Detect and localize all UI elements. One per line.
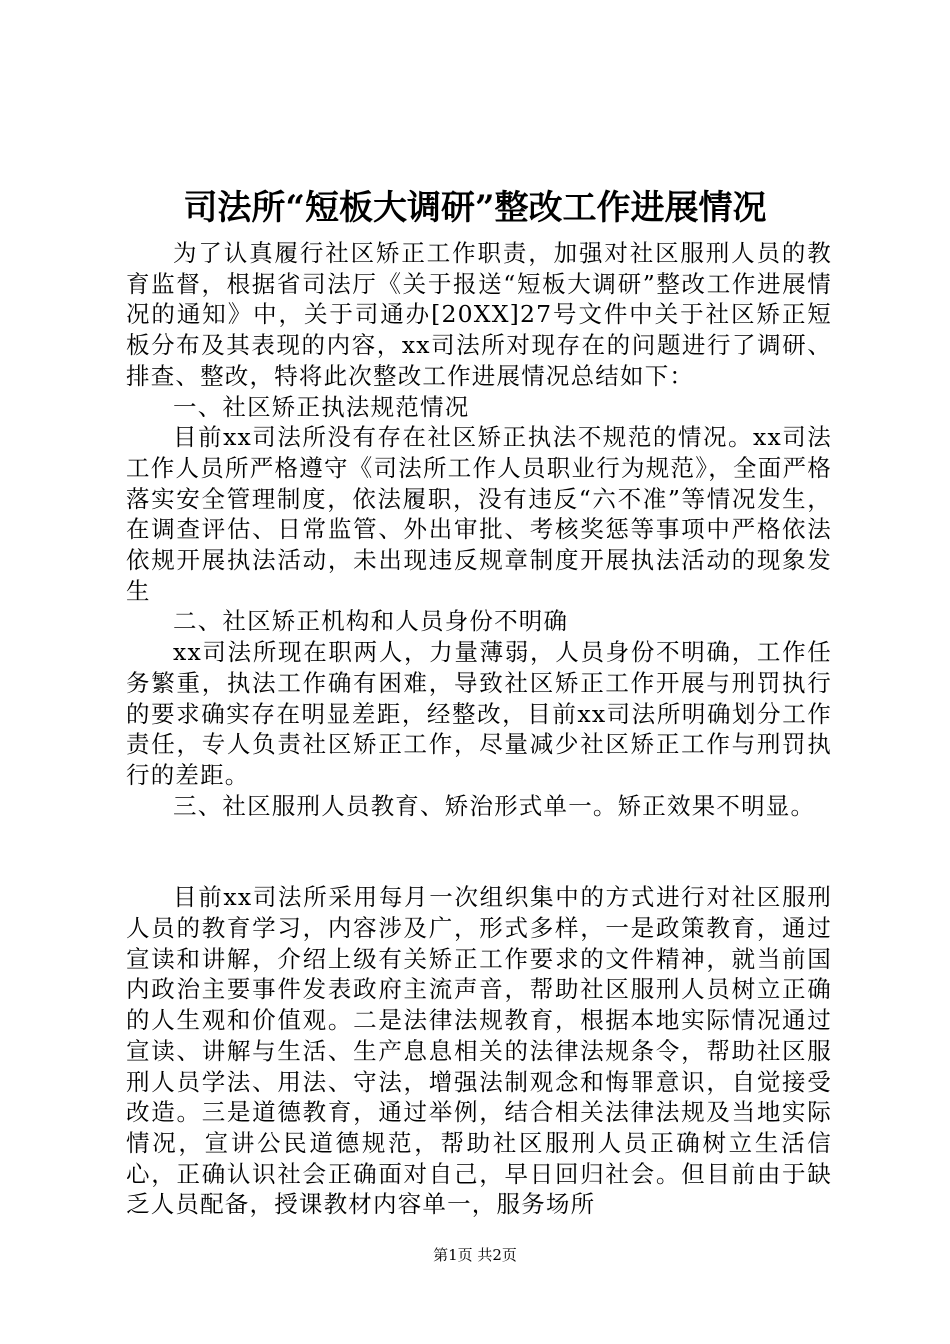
- paragraph-section-1: 目前xx司法所没有存在社区矫正执法不规范的情况。xx司法工作人员所严格遵守《司法所工作人员职业行为规范》，全面严格落实安全管理制度，依法履职，没有违反“六不准”等情况发生，在调查评估、日常监管、外出审批、考核奖惩等事项中严格依法依规开展执法活动，未出现违反规章制度开展执法活动的现象发生: [126, 423, 832, 605]
- paragraph-section-3: 目前xx司法所采用每月一次组织集中的方式进行对社区服刑人员的教育学习，内容涉及广，形式多样，一是政策教育，通过宣读和讲解，介绍上级有关矫正工作要求的文件精神，就当前国内政治主要事件发表政府主流声音，帮助社区服刑人员树立正确的人生观和价值观。二是法律法规教育，根据本地实际情况通过宣读、讲解与生活、生产息息相关的法律法规条令，帮助社区服刑人员学法、用法、守法，增强法制观念和悔罪意识，自觉接受改造。三是道德教育，通过举例，结合相关法律法规及当地实际情况，宣讲公民道德规范，帮助社区服刑人员正确树立生活信心，正确认识社会正确面对自己，早日回归社会。但目前由于缺乏人员配备，授课教材内容单一，服务场所: [126, 883, 832, 1219]
- page-footer: 第1页 共2页: [433, 1246, 517, 1264]
- paragraph-intro: 为了认真履行社区矫正工作职责，加强对社区服刑人员的教育监督，根据省司法厅《关于报送“短板大调研”整改工作进展情况的通知》中，关于司通办[20XX]27号文件中关于社区矫正短板分布及其表现的内容，xx司法所对现存在的问题进行了调研、排查、整改，特将此次整改工作进展情况总结如下：: [126, 239, 832, 390]
- document-body: [126, 238, 832, 1220]
- paragraph-section-2: xx司法所现在职两人，力量薄弱，人员身份不明确，工作任务繁重，执法工作确有困难，导致社区矫正工作开展与刑罚执行的要求确实存在明显差距，经整改，目前xx司法所明确划分工作责任，专人负责社区矫正工作，尽量减少社区矫正工作与刑罚执行的差距。: [126, 638, 832, 789]
- section-heading-1: 一、社区矫正执法规范情况: [173, 392, 470, 421]
- document-title: 司法所“短板大调研”整改工作进展情况: [183, 188, 767, 228]
- blank-line: [126, 821, 832, 882]
- section-heading-2: 二、社区矫正机构和人员身份不明确: [173, 607, 569, 636]
- section-heading-3: 三、社区服刑人员教育、矫治形式单一。矫正效果不明显。: [173, 791, 816, 820]
